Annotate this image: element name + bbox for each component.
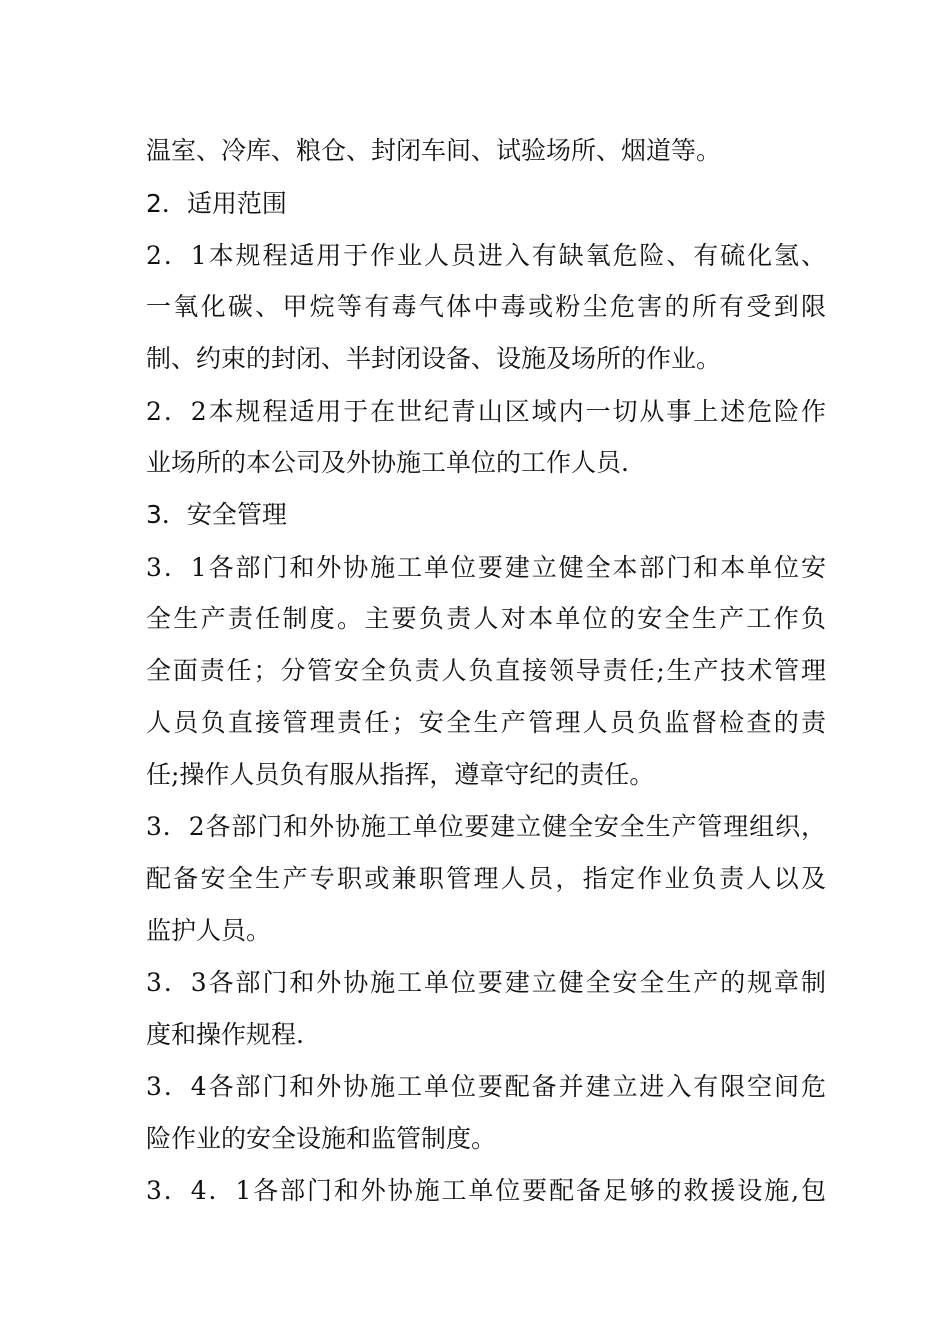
text-line-15: 配备安全生产专职或兼职管理人员，指定作业负责人以及 bbox=[146, 864, 826, 893]
text-line-4: 一氧化碳、甲烷等有毒气体中毒或粉尘危害的所有受到限 bbox=[146, 292, 826, 321]
text-line-6: 2．2本规程适用于在世纪青山区域内一切从事上述危险作 bbox=[146, 397, 826, 426]
section-heading-2: 2．适用范围 bbox=[146, 189, 287, 218]
text-line-14: 3．2各部门和外协施工单位要建立健全安全生产管理组织， bbox=[146, 812, 826, 841]
text-line-20: 险作业的安全设施和监管制度。 bbox=[146, 1124, 497, 1153]
text-line-17: 3．3各部门和外协施工单位要建立健全安全生产的规章制 bbox=[146, 968, 826, 997]
text-line-16: 监护人员。 bbox=[146, 916, 272, 945]
text-line-1: 温室、冷库、粮仓、封闭车间、试验场所、烟道等。 bbox=[146, 136, 722, 165]
text-line-9: 3．1各部门和外协施工单位要建立健全本部门和本单位安 bbox=[146, 553, 826, 582]
text-line-19: 3．4各部门和外协施工单位要配备并建立进入有限空间危 bbox=[146, 1072, 826, 1101]
text-line-7: 业场所的本公司及外协施工单位的工作人员. bbox=[146, 448, 629, 477]
text-line-18: 度和操作规程. bbox=[146, 1020, 304, 1049]
text-line-13: 任;操作人员负有服从指挥，遵章守纪的责任。 bbox=[146, 760, 655, 789]
text-line-12: 人员负直接管理责任；安全生产管理人员负监督检查的责 bbox=[146, 708, 826, 737]
text-line-11: 全面责任；分管安全负责人负直接领导责任;生产技术管理 bbox=[146, 656, 826, 685]
section-heading-3: 3．安全管理 bbox=[146, 500, 287, 529]
text-line-5: 制、约束的封闭、半封闭设备、设施及场所的作业。 bbox=[146, 344, 722, 373]
text-line-21: 3．4．1各部门和外协施工单位要配备足够的救援设施,包 bbox=[146, 1176, 826, 1205]
text-line-10: 全生产责任制度。主要负责人对本单位的安全生产工作负 bbox=[146, 604, 826, 633]
text-line-3: 2．1本规程适用于作业人员进入有缺氧危险、有硫化氢、 bbox=[146, 241, 826, 270]
